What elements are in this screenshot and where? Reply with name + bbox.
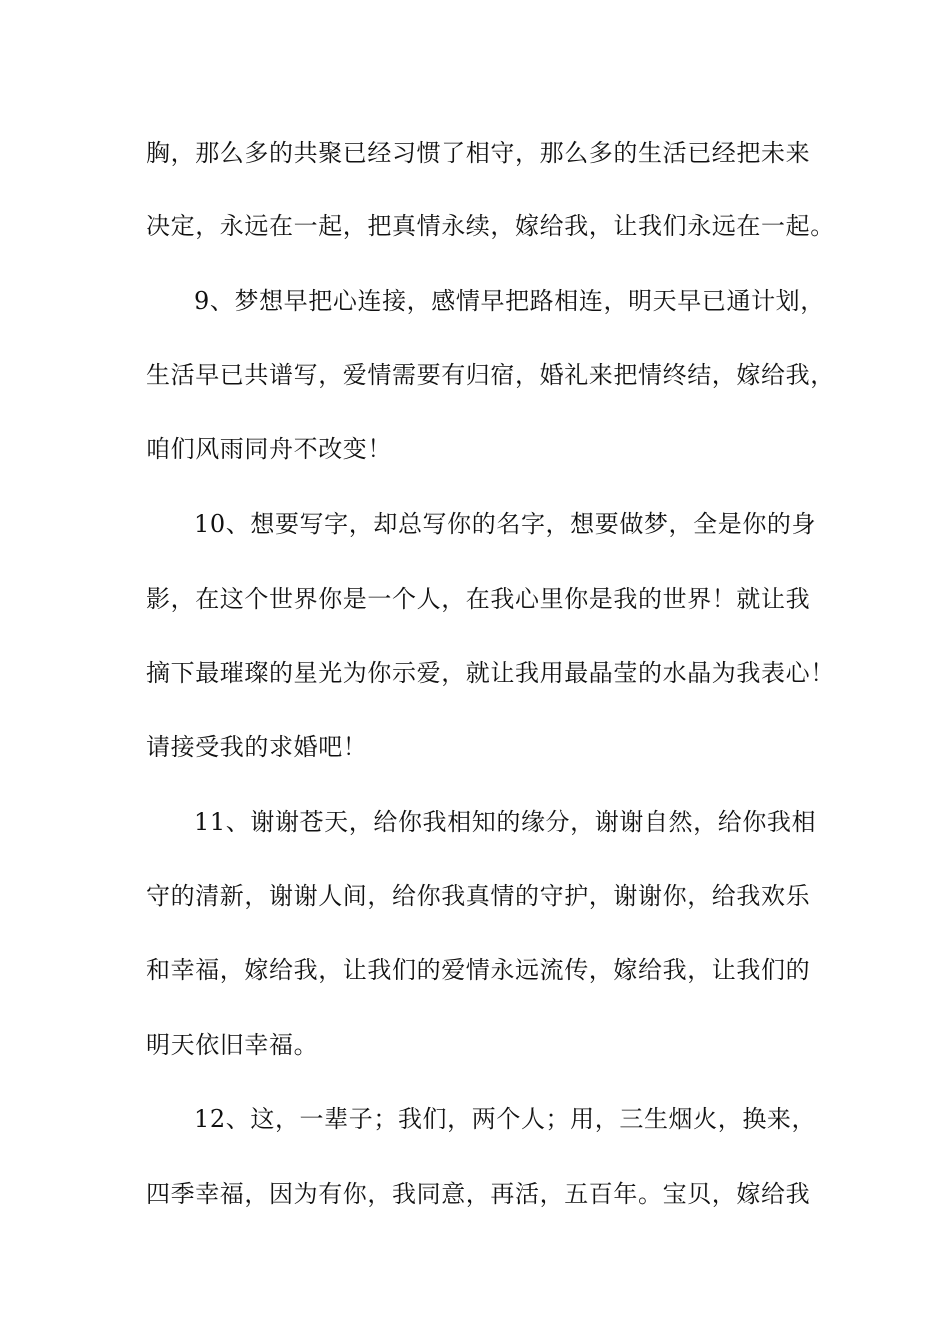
text-line: 摘下最璀璨的星光为你示爱，就让我用最晶莹的水晶为我表心！ <box>146 659 835 687</box>
text-line: 和幸福，嫁给我，让我们的爱情永远流传，嫁给我，让我们的 <box>146 956 811 984</box>
text-line: 请接受我的求婚吧！ <box>146 733 368 761</box>
text-line: 明天依旧幸福。 <box>146 1031 319 1059</box>
paragraph-start-line: 9、梦想早把心连接，感情早把路相连，明天早已通计划， <box>194 287 825 315</box>
text-line: 决定，永远在一起，把真情永续，嫁给我，让我们永远在一起。 <box>146 212 835 240</box>
text-line: 影，在这个世界你是一个人，在我心里你是我的世界！就让我 <box>146 585 811 613</box>
text-line: 生活早已共谱写，爱情需要有归宿，婚礼来把情终结，嫁给我， <box>146 361 835 389</box>
text-line: 守的清新，谢谢人间，给你我真情的守护，谢谢你，给我欢乐 <box>146 882 811 910</box>
text-line: 四季幸福，因为有你，我同意，再活，五百年。宝贝，嫁给我 <box>146 1180 811 1208</box>
text-line: 胸，那么多的共聚已经习惯了相守，那么多的生活已经把未来 <box>146 139 811 167</box>
paragraph-start-line: 11、谢谢苍天，给你我相知的缘分，谢谢自然，给你我相 <box>194 808 817 836</box>
text-line: 咱们风雨同舟不改变！ <box>146 435 392 463</box>
paragraph-start-line: 12、这，一辈子；我们，两个人；用，三生烟火，换来， <box>194 1105 817 1133</box>
paragraph-start-line: 10、想要写字，却总写你的名字，想要做梦，全是你的身 <box>194 510 817 538</box>
